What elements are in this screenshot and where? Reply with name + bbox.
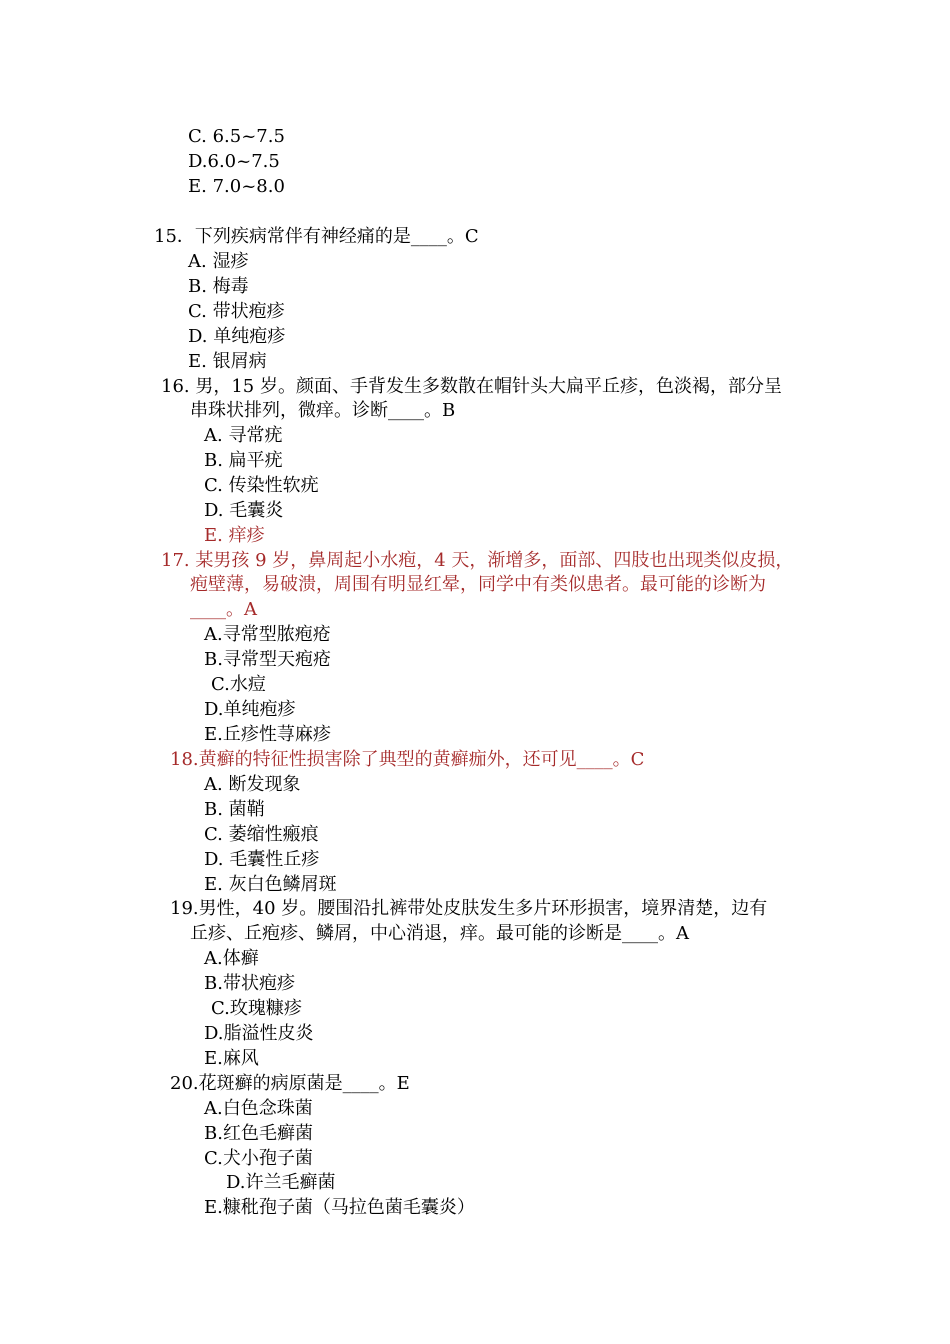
q14-option-d: D.6.0~7.5 xyxy=(188,151,280,172)
q14-option-e: E. 7.0~8.0 xyxy=(188,176,285,197)
q19-option-d: D.脂溢性皮炎 xyxy=(204,1023,314,1044)
q17-option-d: D.单纯疱疹 xyxy=(204,699,296,720)
q17-option-c: C.水痘 xyxy=(211,674,266,695)
q18-option-d: D. 毛囊性丘疹 xyxy=(204,849,320,870)
q18-option-a: A. 断发现象 xyxy=(204,774,301,795)
q19-option-e: E.麻风 xyxy=(204,1048,259,1069)
q20-option-d: D.许兰毛癣菌 xyxy=(226,1172,336,1193)
q19-stem-line2: 丘疹、丘疱疹、鳞屑，中心消退，痒。最可能的诊断是____。A xyxy=(190,923,689,944)
q17-stem-line1: 17. 某男孩 9 岁，鼻周起小水疱，4 天，渐增多，面部、四肢也出现类似皮损， xyxy=(161,550,794,571)
q17-stem-line2: 疱壁薄，易破溃，周围有明显红晕，同学中有类似患者。最可能的诊断为 xyxy=(190,574,766,595)
q20-option-c: C.犬小孢子菌 xyxy=(204,1148,313,1169)
q16-option-d: D. 毛囊炎 xyxy=(204,500,284,521)
q16-stem-line1: 16. 男，15 岁。颜面、手背发生多数散在帽针头大扁平丘疹，色淡褐，部分呈 xyxy=(161,376,782,397)
q19-option-c: C.玫瑰糠疹 xyxy=(211,998,302,1019)
q19-option-b: B.带状疱疹 xyxy=(204,973,295,994)
q17-stem-line3: ____。A xyxy=(190,599,257,620)
q15-option-c: C. 带状疱疹 xyxy=(188,301,285,322)
q19-option-a: A.体癣 xyxy=(204,948,259,969)
q14-option-c: C. 6.5~7.5 xyxy=(188,126,285,147)
q15-option-b: B. 梅毒 xyxy=(188,276,249,297)
q18-option-b: B. 菌鞘 xyxy=(204,799,265,820)
q18-stem: 18.黄癣的特征性损害除了典型的黄癣痂外，还可见____。C xyxy=(170,749,645,770)
q20-option-e: E.糠秕孢子菌（马拉色菌毛囊炎） xyxy=(204,1197,475,1218)
q16-option-a: A. 寻常疣 xyxy=(204,425,283,446)
q16-option-e: E. 痒疹 xyxy=(204,525,265,546)
q16-stem-line2: 串珠状排列，微痒。诊断____。B xyxy=(190,400,456,421)
q15-option-e: E. 银屑病 xyxy=(188,351,267,372)
q20-stem: 20.花斑癣的病原菌是____。E xyxy=(170,1073,410,1094)
q20-option-a: A.白色念珠菌 xyxy=(204,1098,313,1119)
q17-option-b: B.寻常型天疱疮 xyxy=(204,649,331,670)
q18-option-c: C. 萎缩性瘢痕 xyxy=(204,824,319,845)
q16-option-c: C. 传染性软疣 xyxy=(204,475,319,496)
q18-option-e: E. 灰白色鳞屑斑 xyxy=(204,874,337,895)
q17-option-a: A.寻常型脓疱疮 xyxy=(204,624,331,645)
q16-option-b: B. 扁平疣 xyxy=(204,450,283,471)
q15-option-d: D. 单纯疱疹 xyxy=(188,326,286,347)
q15-stem: 15．下列疾病常伴有神经痛的是____。C xyxy=(154,226,479,247)
q17-option-e: E.丘疹性荨麻疹 xyxy=(204,724,331,745)
q20-option-b: B.红色毛癣菌 xyxy=(204,1123,313,1144)
q15-option-a: A. 湿疹 xyxy=(188,251,249,272)
q19-stem-line1: 19.男性，40 岁。腰围沿扎裤带处皮肤发生多片环形损害，境界清楚，边有 xyxy=(170,898,768,919)
